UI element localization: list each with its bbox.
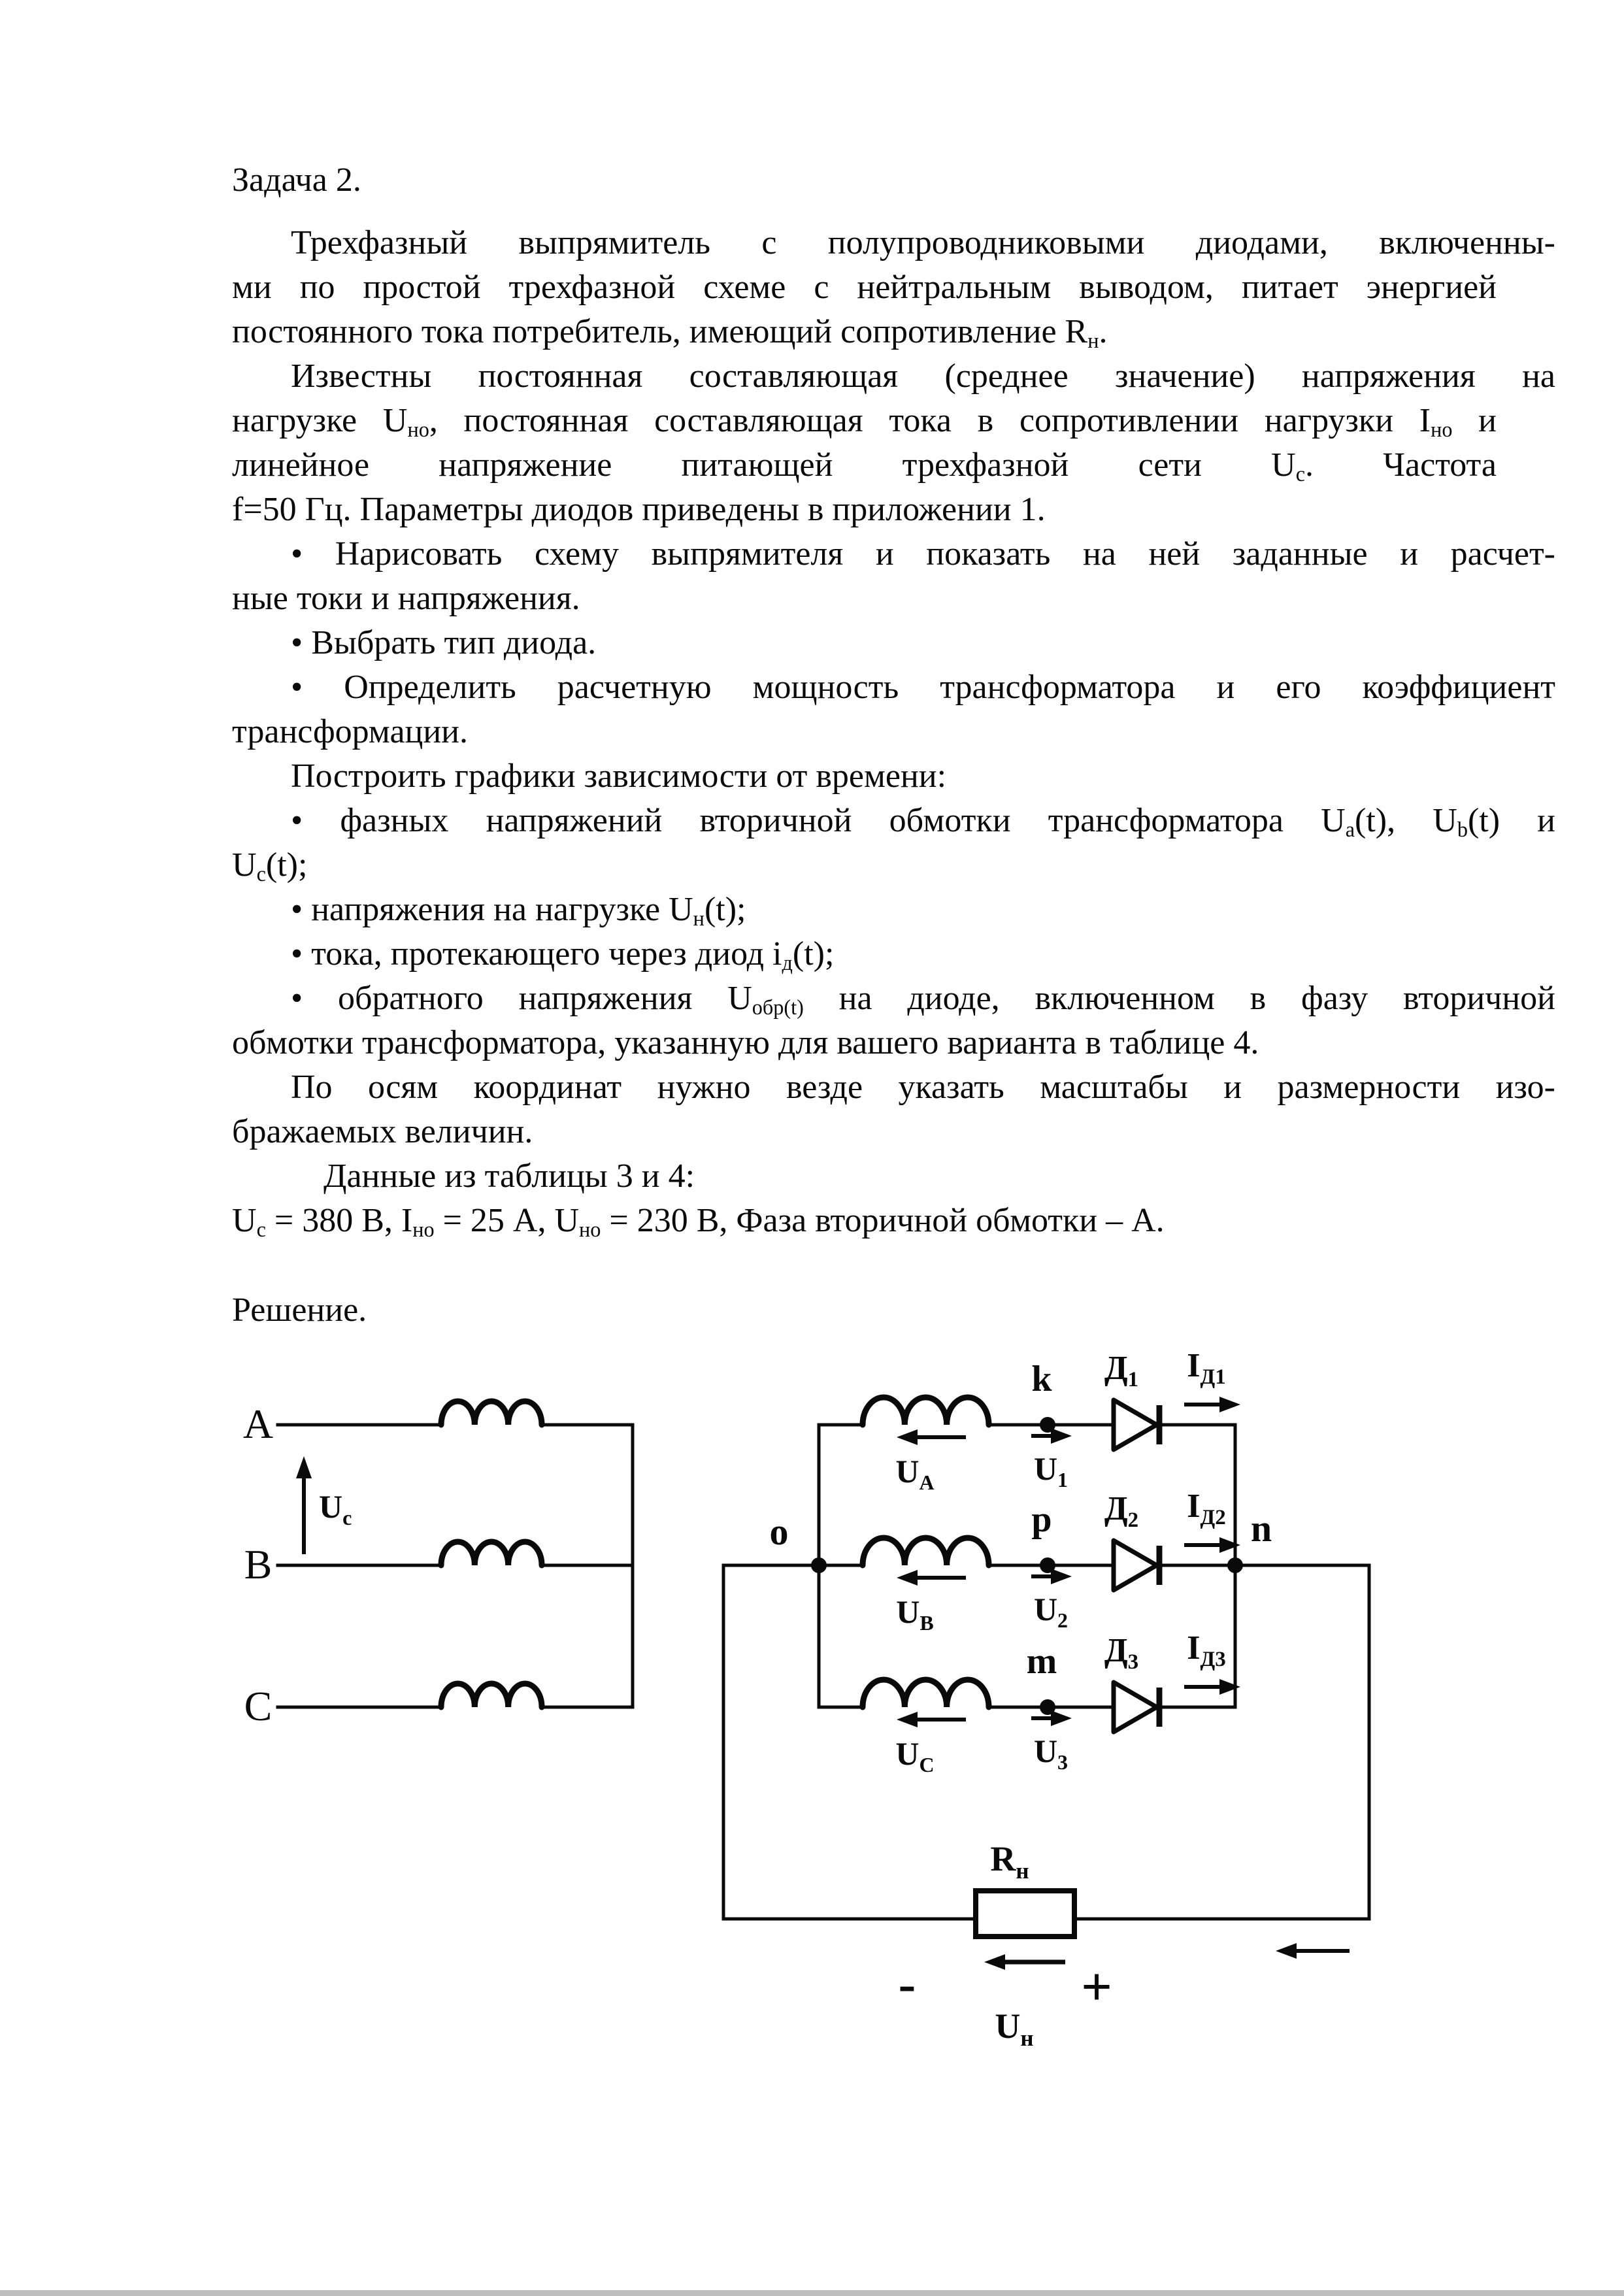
primary-winding-icon	[441, 1542, 542, 1565]
diode-d2-label: $Д_2$	[1104, 1490, 1139, 1532]
node-k-label: k	[1031, 1359, 1052, 1399]
phase-a-label: A	[242, 1401, 274, 1447]
load-current-arrow-head	[1276, 1943, 1297, 1959]
minus-sign: -	[898, 1955, 916, 2013]
plus-sign: +	[1081, 1957, 1112, 2018]
neutral-node-label: o	[769, 1510, 789, 1553]
text-line: По осям координат нужно везде указать масштабы и размерности изо-	[291, 1069, 1555, 1106]
node-m-label: m	[1026, 1641, 1057, 1682]
load-voltage-arrow-head	[984, 1954, 1005, 1970]
diode-current-arrow-head	[1219, 1537, 1240, 1553]
node-n-label: n	[1250, 1507, 1272, 1550]
text-line: • тока, протекающего через диод $i_д(t)$;	[291, 935, 835, 975]
diode-d1-icon	[1114, 1400, 1157, 1450]
text-line: • Выбрать тип диода.	[291, 624, 597, 661]
load-resistor-icon	[976, 1891, 1074, 1937]
diode-d3-label: $Д_3$	[1104, 1632, 1139, 1674]
winding-voltage-arrow-head	[897, 1712, 918, 1727]
node-p-label: p	[1031, 1499, 1052, 1540]
text-line: линейное напряжение питающей трехфазной сети $U_с$. Частота	[232, 446, 1497, 486]
anode-voltage-arrow-head	[1051, 1428, 1072, 1444]
diode-current-label: $I_{Д1}$	[1187, 1347, 1226, 1389]
text-line: $U_с = 380$ В, $I_{но} = 25$ А, $U_{но} = 230$ В, Фаза вторичной обмотки – А.	[232, 1202, 1165, 1242]
text-line: • фазных напряжений вторичной обмотки трансформатора $U_а(t)$, $U_b(t)$ и	[291, 802, 1555, 842]
problem-title: Задача 2.	[232, 161, 361, 199]
text-line: Построить графики зависимости от времени:	[291, 757, 947, 795]
diode-current-label: $I_{Д3}$	[1187, 1629, 1226, 1671]
text-line: $U_с(t)$;	[232, 846, 308, 886]
source-voltage-arrow-head	[296, 1456, 312, 1478]
phase-b-label: B	[244, 1541, 273, 1588]
text-line: • Нарисовать схему выпрямителя и показать на ней заданные и расчет-	[291, 535, 1555, 573]
winding-voltage-label: $U_C$	[895, 1735, 935, 1776]
text-line: Данные из таблицы 3 и 4:	[323, 1157, 695, 1195]
anode-voltage-label: $U_2$	[1033, 1591, 1069, 1632]
anode-voltage-label: $U_3$	[1033, 1733, 1069, 1774]
primary-winding-icon	[441, 1684, 542, 1707]
diode-current-label: $I_{Д2}$	[1187, 1488, 1226, 1529]
load-voltage-label: $U_н$	[995, 2006, 1034, 2051]
diode-current-arrow-head	[1219, 1397, 1240, 1412]
winding-voltage-label: $U_A$	[895, 1453, 935, 1494]
anode-voltage-arrow-head	[1051, 1710, 1072, 1726]
winding-voltage-arrow-head	[897, 1570, 918, 1586]
text-line: бражаемых величин.	[232, 1113, 533, 1150]
text-line: • Определить расчетную мощность трансформатора и его коэффициент	[291, 669, 1555, 706]
diode-d3-icon	[1114, 1682, 1157, 1732]
cathode-node-dot	[1227, 1557, 1243, 1573]
phase-c-label: C	[244, 1683, 273, 1729]
winding-voltage-arrow-head	[897, 1429, 918, 1445]
text-line: ми по простой трехфазной схеме с нейтральным выводом, питает энергией	[232, 269, 1497, 306]
text-line: трансформации.	[232, 713, 469, 750]
winding-voltage-label: $U_B$	[896, 1593, 934, 1635]
text-line: • напряжения на нагрузке $U_н(t)$;	[291, 891, 746, 931]
secondary-winding-icon	[863, 1680, 989, 1707]
text-line: Трехфазный выпрямитель с полупроводниковыми диодами, включенны-	[291, 224, 1555, 261]
text-line: f=50 Гц. Параметры диодов приведены в приложении 1.	[232, 491, 1046, 528]
text-line: ные токи и напряжения.	[232, 580, 580, 617]
secondary-winding-icon	[863, 1538, 989, 1565]
source-voltage-label: $U_c$	[319, 1488, 352, 1529]
solution-label: Решение.	[232, 1291, 367, 1329]
page-bottom-edge	[0, 2290, 1624, 2296]
text-line: постоянного тока потребитель, имеющий сопротивление $R_н$.	[232, 313, 1108, 353]
diode-d2-icon	[1114, 1540, 1157, 1590]
primary-winding-icon	[441, 1401, 542, 1425]
neutral-node-dot	[811, 1557, 827, 1573]
load-resistor-label: $R_н$	[990, 1839, 1029, 1884]
text-line: Известны постоянная составляющая (среднее значение) напряжения на	[291, 358, 1555, 395]
anode-voltage-arrow-head	[1051, 1569, 1072, 1584]
text-line: нагрузке $U_{но}$, постоянная составляющая тока в сопротивлении нагрузки $I_{но}$ и	[232, 402, 1497, 442]
diode-d1-label: $Д_1$	[1104, 1350, 1139, 1391]
text-line: обмотки трансформатора, указанную для вашего варианта в таблице 4.	[232, 1024, 1259, 1061]
anode-voltage-label: $U_1$	[1033, 1450, 1069, 1491]
secondary-winding-icon	[863, 1397, 989, 1425]
text-line: • обратного напряжения $U_{обр(t)}$ на диоде, включенном в фазу вторичной	[291, 980, 1555, 1020]
diode-current-arrow-head	[1219, 1679, 1240, 1695]
